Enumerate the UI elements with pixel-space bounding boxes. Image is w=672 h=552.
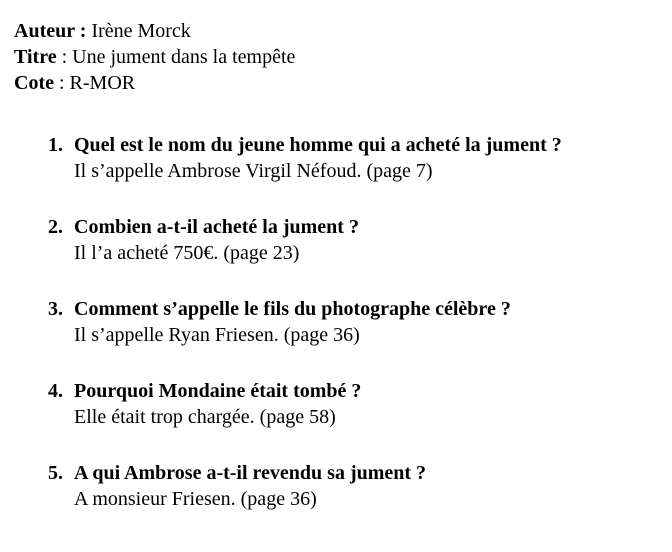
author-line <box>14 18 666 44</box>
question-number: 3. <box>48 298 63 320</box>
answer-text: Elle était trop chargée. (page 58) <box>74 406 336 428</box>
question-text: Comment s’appelle le fils du photographe célèbre ? <box>74 298 511 320</box>
answer-text: A monsieur Friesen. (page 36) <box>74 488 317 510</box>
question-number: 1. <box>48 134 63 156</box>
question-number: 5. <box>48 462 63 484</box>
question-text: Pourquoi Mondaine était tombé ? <box>74 380 362 402</box>
question-item-4 <box>14 378 666 430</box>
cote-line <box>14 70 666 96</box>
question-list <box>14 132 666 542</box>
question-text: Quel est le nom du jeune homme qui a acheté la jument ? <box>74 134 562 156</box>
question-item-1 <box>14 132 666 184</box>
title-label: Titre <box>14 46 57 68</box>
question-item-2 <box>14 214 666 266</box>
cote-value: : R-MOR <box>58 72 136 94</box>
author-label: Auteur : <box>14 20 87 42</box>
cote-label: Cote <box>14 72 54 94</box>
answer-text: Il l’a acheté 750€. (page 23) <box>74 242 300 264</box>
author-value: Irène Morck <box>91 20 191 42</box>
question-item-3 <box>14 296 666 348</box>
question-text: Combien a-t-il acheté la jument ? <box>74 216 359 238</box>
question-text: A qui Ambrose a-t-il revendu sa jument ? <box>74 462 427 484</box>
question-number: 4. <box>48 380 63 402</box>
document-page <box>14 18 666 510</box>
title-line <box>14 44 666 70</box>
question-item-5 <box>14 460 666 512</box>
question-number: 2. <box>48 216 63 238</box>
answer-text: Il s’appelle Ryan Friesen. (page 36) <box>74 324 360 346</box>
answer-text: Il s’appelle Ambrose Virgil Néfoud. (page 7) <box>74 160 433 182</box>
title-value: : Une jument dans la tempête <box>61 46 296 68</box>
